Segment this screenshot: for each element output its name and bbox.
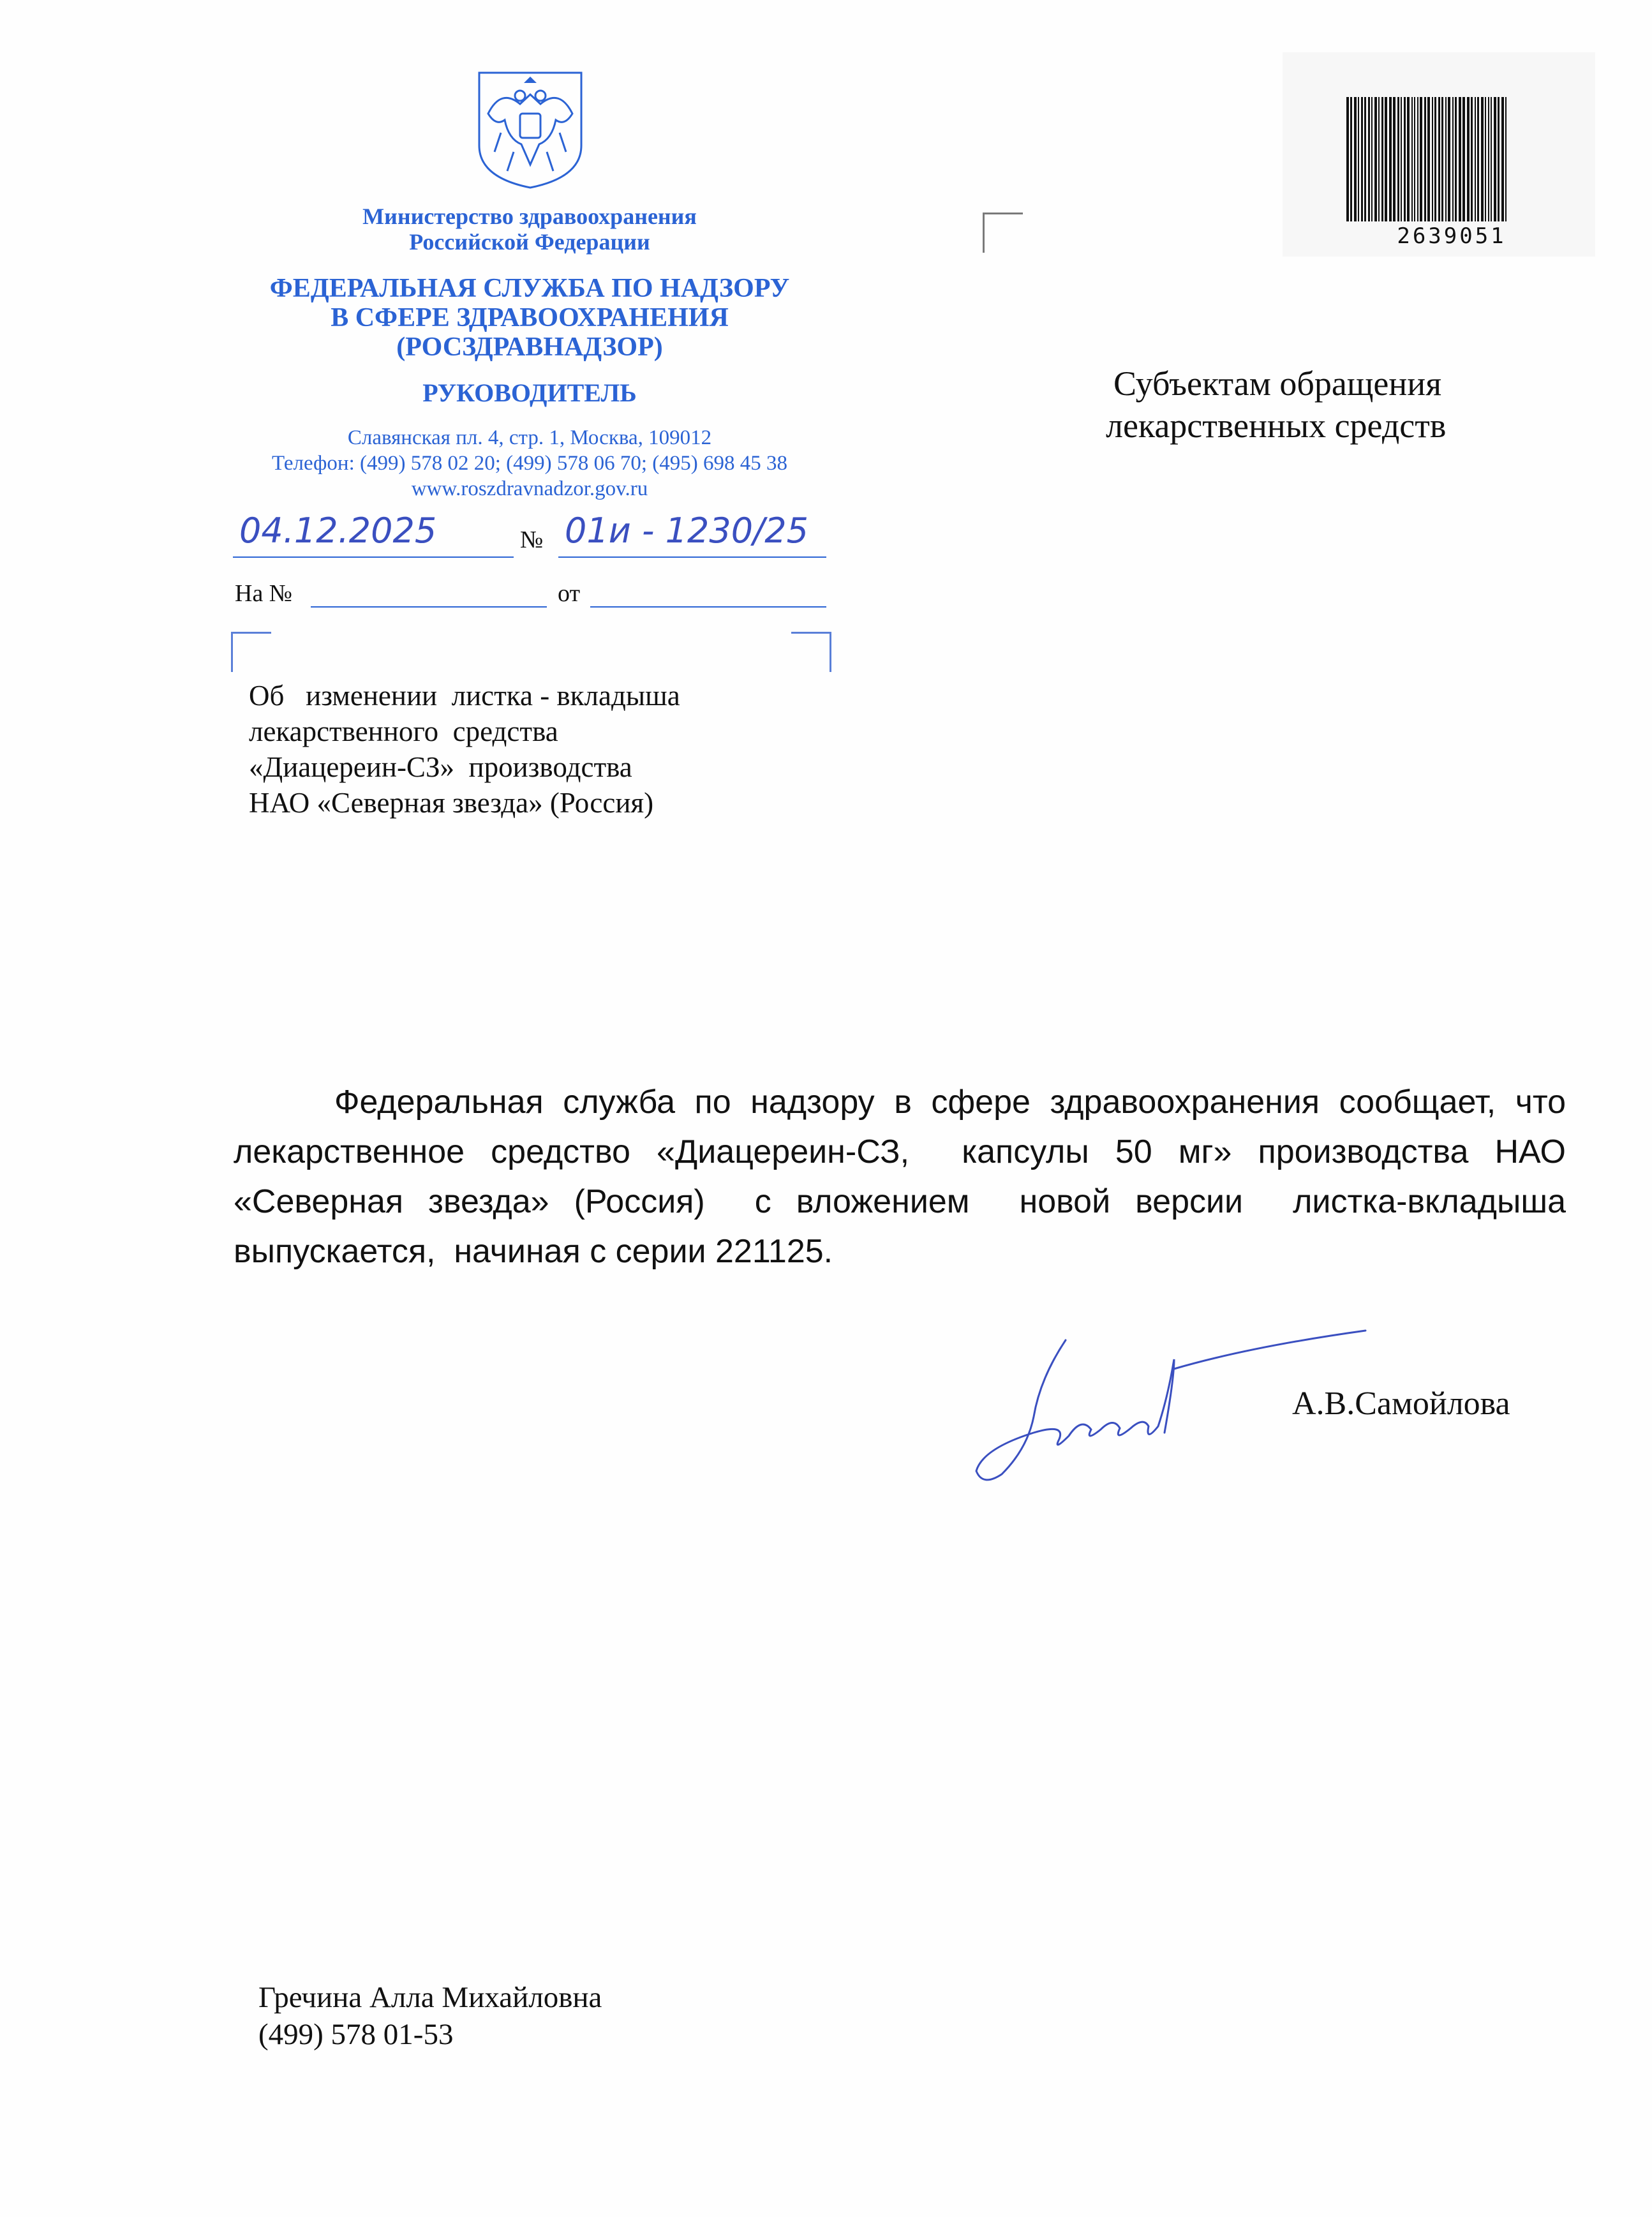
barcode-bar (1358, 97, 1359, 221)
barcode-bar (1471, 97, 1473, 221)
barcode-bar (1381, 97, 1383, 221)
subject-line3: «Диацереин-СЗ» производства (249, 751, 632, 783)
addressee-corner-left (983, 213, 1023, 253)
barcode-bar (1427, 97, 1430, 221)
barcode-bar (1368, 97, 1370, 221)
barcode-bar (1432, 97, 1433, 221)
subject-line1: Об изменении листка - вкладыша (249, 680, 680, 712)
subject-line4: НАО «Северная звезда» (Россия) (249, 787, 654, 819)
barcode-bar (1498, 97, 1499, 221)
barcode-bar (1371, 97, 1373, 221)
subject-corner-right (791, 632, 831, 672)
reference-label: На № (235, 580, 293, 607)
barcode (1346, 97, 1557, 221)
barcode-bar (1485, 97, 1486, 221)
barcode-bar (1424, 97, 1426, 221)
barcode-bar (1404, 97, 1406, 221)
addressee-line1: Субъектам обращения (1113, 364, 1442, 403)
barcode-bar (1417, 97, 1418, 221)
barcode-bar (1411, 97, 1413, 221)
barcode-bar (1475, 97, 1476, 221)
barcode-number: 2639051 (1397, 223, 1507, 249)
reference-underline (311, 606, 547, 608)
barcode-bar (1385, 97, 1387, 221)
signatory-name: А.В.Самойлова (1292, 1385, 1510, 1422)
barcode-area (1283, 52, 1595, 257)
number-underline (558, 556, 826, 558)
reference-from-label: от (558, 580, 581, 607)
service-name-line2: В СФЕРЕ ЗДРАВООХРАНЕНИЯ (331, 303, 729, 332)
barcode-bar (1434, 97, 1436, 221)
barcode-bar (1452, 97, 1454, 221)
body-paragraph: Федеральная служба по надзору в сфере здравоохранения сообщает, что лекарственное средство «Диацереин-СЗ, капсулы 50 мг» производства НАО «Северная звезда» (Россия) с вложением новой версии листка-вкладыша выпускается, начиная с серии 221125. (234, 1084, 1575, 1270)
registration-date: 04.12.2025 (239, 511, 437, 551)
phones: Телефон: (499) 578 02 20; (499) 578 06 70; (495) 698 45 38 (271, 452, 788, 475)
date-underline (233, 556, 514, 558)
contact-phone: (499) 578 01-53 (258, 2018, 454, 2051)
barcode-bar (1420, 97, 1422, 221)
subject-corner-left (231, 632, 271, 672)
registration-number: 01и - 1230/25 (565, 511, 808, 551)
barcode-bar (1361, 97, 1363, 221)
barcode-bar (1397, 97, 1399, 221)
barcode-bar (1364, 97, 1366, 221)
ministry-name-line2: Российской Федерации (409, 229, 650, 255)
barcode-bar (1505, 97, 1507, 221)
ministry-name-line1: Министерство здравоохранения (362, 204, 697, 229)
number-sign: № (520, 526, 544, 553)
barcode-bar (1401, 97, 1402, 221)
barcode-bar (1455, 97, 1457, 221)
barcode-bar (1438, 97, 1440, 221)
barcode-bar (1459, 97, 1461, 221)
barcode-bar (1350, 97, 1352, 221)
subject-line2: лекарственного средства (249, 715, 558, 747)
reference-date-underline (590, 606, 826, 608)
barcode-bar (1441, 97, 1443, 221)
barcode-bar (1481, 97, 1484, 221)
service-name-line3: (РОСЗДРАВНАДЗОР) (396, 332, 663, 362)
barcode-bar (1494, 97, 1496, 221)
addressee-line2: лекарственных средств (1106, 407, 1447, 445)
address: Славянская пл. 4, стр. 1, Москва, 109012 (347, 426, 712, 449)
website: www.roszdravnadzor.gov.ru (411, 477, 648, 500)
barcode-bar (1445, 97, 1447, 221)
barcode-bar (1488, 97, 1489, 221)
service-name-line1: ФЕДЕРАЛЬНАЯ СЛУЖБА ПО НАДЗОРУ (269, 274, 790, 303)
barcode-bar (1374, 97, 1377, 221)
head-title: РУКОВОДИТЕЛЬ (422, 378, 637, 407)
barcode-bar (1467, 97, 1470, 221)
barcode-bar (1346, 97, 1349, 221)
barcode-bar (1354, 97, 1357, 221)
contact-name: Гречина Алла Михайловна (258, 1981, 602, 2014)
barcode-bar (1407, 97, 1410, 221)
coat-of-arms-icon (475, 69, 585, 190)
barcode-bar (1501, 97, 1504, 221)
barcode-bar (1491, 97, 1492, 221)
barcode-bar (1414, 97, 1415, 221)
barcode-bar (1448, 97, 1450, 221)
barcode-bar (1462, 97, 1465, 221)
barcode-bar (1389, 97, 1392, 221)
barcode-bar (1477, 97, 1479, 221)
barcode-bar (1378, 97, 1380, 221)
barcode-bar (1393, 97, 1395, 221)
